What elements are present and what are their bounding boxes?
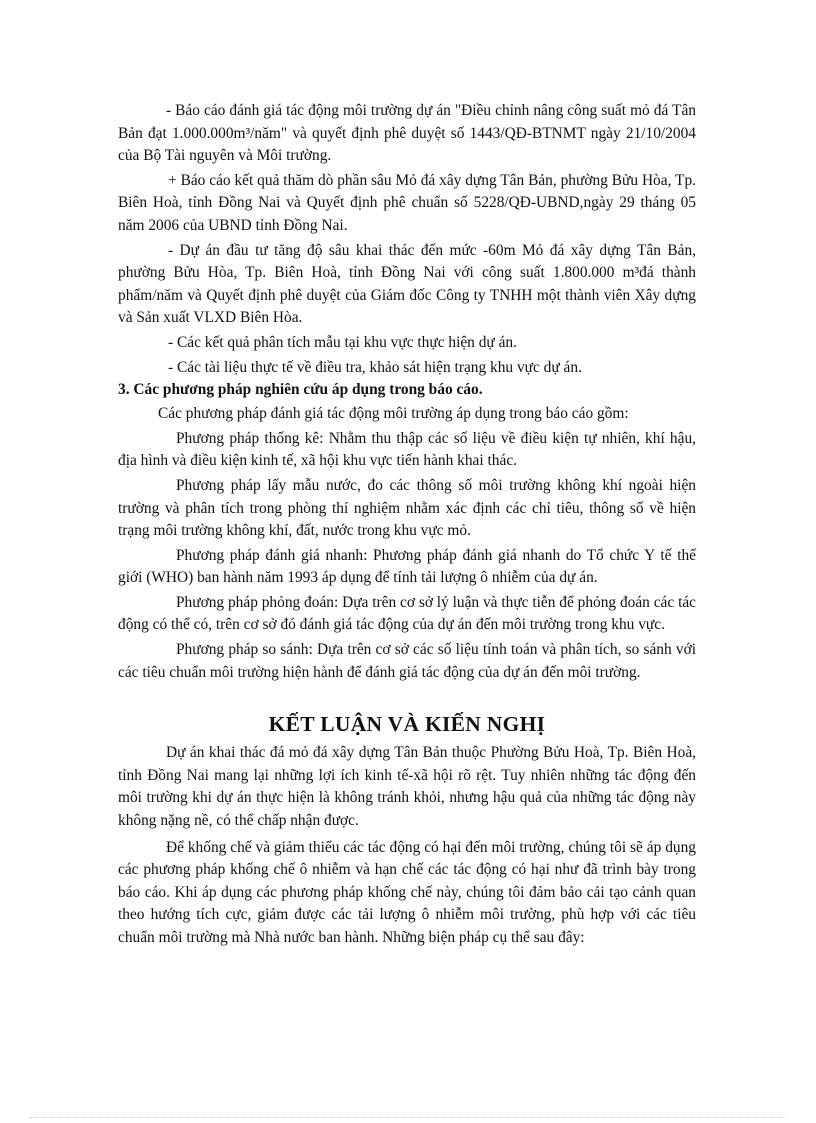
conclusion-paragraph: Để khống chế và giảm thiểu các tác động có hại đến môi trường, chúng tôi sẽ áp dụng các phương pháp khống chế ô nhiễm và hạn chế các tác động có hại như đã trình bày trong báo cáo. Khi áp dụng các phương pháp khống chế này, chúng tôi đảm bảo cải tạo cảnh quan theo hướng tích cực, giảm được các tải lượng ô nhiễm môi trường, phù hợp với các tiêu chuẩn môi trường mà Nhà nước ban hành. Những biện pháp cụ thể sau đây: — [118, 838, 696, 946]
section-3-heading: 3. Các phương pháp nghiên cứu áp dụng trong báo cáo. — [118, 381, 483, 399]
method-item — [118, 428, 696, 473]
method-item — [118, 545, 696, 590]
source-item: - Dự án đầu tư tăng độ sâu khai thác đến mức -60m Mỏ đá xây dựng Tân Bản, phường Bửu Hòa, Tp. Biên Hoà, tỉnh Đồng Nai với công suất 1.800.000 m³đá thành phẩm/năm và Quyết định phê duyệt của Giám đốc Công ty TNHH một thành viên Xây dựng và Sản xuất VLXD Biên Hòa. — [118, 241, 696, 327]
method-text: Phương pháp đánh giá nhanh: Phương pháp đánh giá nhanh do Tổ chức Y tế thế giới (WHO) ban hành năm 1993 áp dụng để tính tải lượng ô nhiễm của dự án. — [118, 546, 696, 587]
page-content — [118, 100, 696, 950]
method-text: Phương pháp thống kê: Nhằm thu thập các số liệu về điều kiện tự nhiên, khí hậu, địa hình và điều kiện kinh tế, xã hội khu vực tiến hành khai thác. — [118, 429, 696, 470]
method-text: Phương pháp lấy mẫu nước, đo các thông số môi trường không khí ngoài hiện trường và phân tích trong phòng thí nghiệm nhằm xác định các chỉ tiêu, thông số về hiện trạng môi trường không khí, đất, nước trong khu vực mỏ. — [118, 476, 696, 540]
source-item: - Báo cáo đánh giá tác động môi trường dự án "Điều chỉnh nâng công suất mỏ đá Tân Bản đạt 1.000.000m³/năm" và quyết định phê duyệt số 1443/QĐ-BTNMT ngày 21/10/2004 của Bộ Tài nguyên và Môi trường. — [118, 102, 696, 165]
conclusion-title: KẾT LUẬN VÀ KIẾN NGHỊ — [268, 712, 546, 737]
source-item: - Các kết quả phân tích mẫu tại khu vực thực hiện dự án. — [168, 333, 517, 351]
page-bottom-border — [30, 1117, 786, 1118]
method-item — [118, 475, 696, 543]
section-3-intro: Các phương pháp đánh giá tác động môi trường áp dụng trong báo cáo gồm: — [158, 405, 629, 423]
method-item — [118, 639, 696, 684]
source-item: - Các tài liệu thực tế về điều tra, khảo sát hiện trạng khu vực dự án. — [168, 358, 582, 376]
conclusion-paragraph: Dự án khai thác đá mỏ đá xây dựng Tân Bản thuộc Phường Bửu Hoà, Tp. Biên Hoà, tỉnh Đồng Nai mang lại những lợi ích kinh tế-xã hội rõ rệt. Tuy nhiên những tác động đến môi trường khi dự án thực hiện là không tránh khỏi, nhưng hậu quả của những tác động này không nặng nề, có thể chấp nhận được. — [118, 744, 696, 830]
method-text: Phương pháp so sánh: Dựa trên cơ sở các số liệu tính toán và phân tích, so sánh với các tiêu chuẩn môi trường hiện hành để đánh giá tác động của dự án đến môi trường. — [118, 641, 696, 681]
method-item — [118, 592, 696, 637]
method-text: Phương pháp phỏng đoán: Dựa trên cơ sở lý luận và thực tiễn để phỏng đoán các tác động có thể có, trên cơ sở đó đánh giá tác động của dự án đến môi trường trong khu vực. — [118, 593, 697, 634]
source-item: + Báo cáo kết quả thăm dò phần sâu Mỏ đá xây dựng Tân Bản, phường Bửu Hòa, Tp. Biên Hoà, tỉnh Đồng Nai và Quyết định phê chuẩn số 5228/QĐ-UBND,ngày 29 tháng 05 năm 2006 của UBND tỉnh Đồng Nai. — [118, 171, 696, 234]
